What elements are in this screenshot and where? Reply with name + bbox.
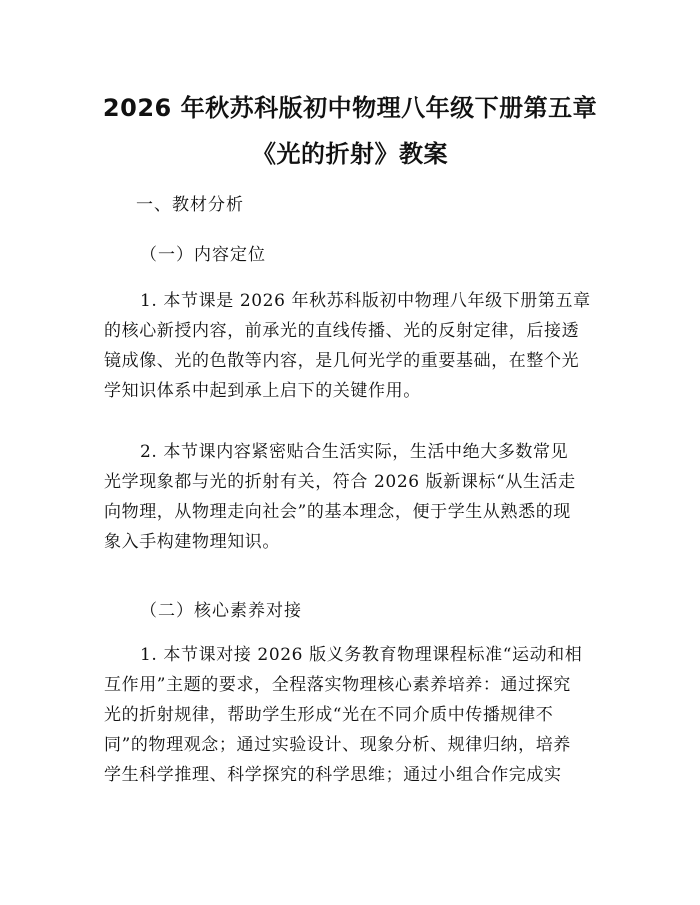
subsection-heading-content-positioning: （一）内容定位 (140, 245, 266, 265)
paragraph-line: 象入手构建物理知识。 (104, 532, 280, 552)
document-title-line-1: 2026 年秋苏科版初中物理八年级下册第五章 (102, 94, 598, 122)
section-heading-materials-analysis: 一、教材分析 (136, 195, 244, 215)
paragraph-line: 光的折射规律，帮助学生形成“光在不同介质中传播规律不 (104, 705, 554, 725)
paragraph-line: 1. 本节课对接 2026 版义务教育物理课程标准“运动和相 (140, 645, 583, 665)
paragraph-line: 镜成像、光的色散等内容，是几何光学的重要基础，在整个光 (104, 351, 580, 371)
paragraph-line: 学生科学推理、科学探究的科学思维；通过小组合作完成实 (104, 765, 562, 785)
document-title-line-2: 《光的折射》教案 (252, 140, 448, 168)
paragraph-core-literacy-1 (104, 640, 604, 790)
paragraph-line: 学知识体系中起到承上启下的关键作用。 (104, 381, 421, 401)
paragraph-content-positioning-2 (104, 437, 604, 557)
paragraph-line: 的核心新授内容，前承光的直线传播、光的反射定律，后接透 (104, 321, 580, 341)
paragraph-line: 2. 本节课内容紧密贴合生活实际，生活中绝大多数常见 (140, 442, 569, 462)
paragraph-content-positioning-1 (104, 286, 604, 406)
paragraph-line: 互作用”主题的要求，全程落实物理核心素养培养：通过探究 (104, 675, 571, 695)
paragraph-line: 向物理，从物理走向社会”的基本理念，便于学生从熟悉的现 (104, 502, 571, 522)
paragraph-line: 同”的物理观念；通过实验设计、现象分析、规律归纳，培养 (104, 735, 571, 755)
subsection-heading-core-literacy: （二）核心素养对接 (140, 601, 302, 621)
paragraph-line: 1. 本节课是 2026 年秋苏科版初中物理八年级下册第五章 (140, 291, 591, 311)
paragraph-line: 光学现象都与光的折射有关，符合 2026 版新课标“从生活走 (104, 472, 576, 492)
